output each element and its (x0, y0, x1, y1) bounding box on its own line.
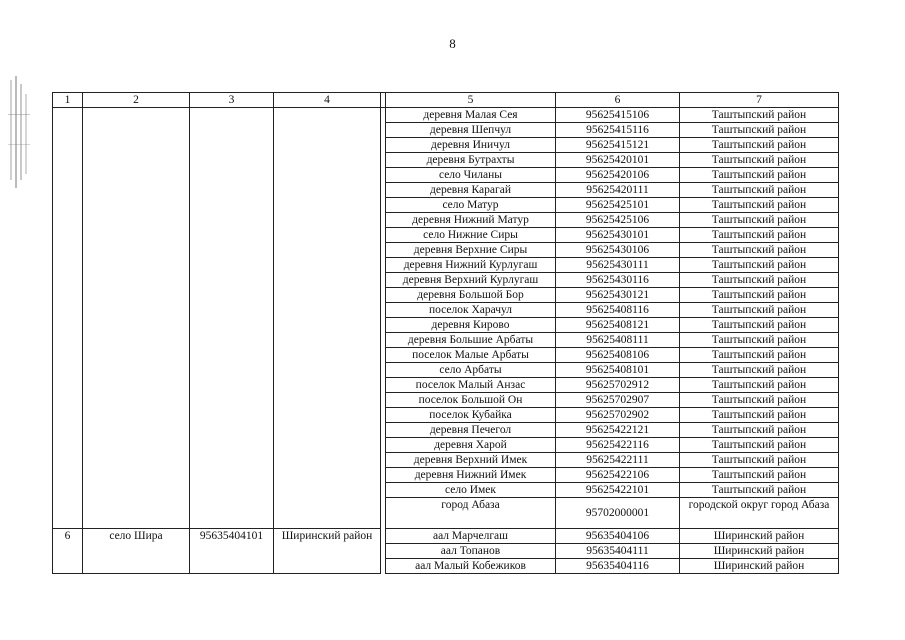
header-col-7: 7 (680, 93, 839, 108)
settlement-cell: деревня Печегол (386, 423, 556, 438)
district-cell: Таштыпский район (680, 108, 839, 123)
oktmo-cell: 95625420111 (556, 183, 680, 198)
oktmo-cell: 95625702902 (556, 408, 680, 423)
district-cell: Таштыпский район (680, 258, 839, 273)
oktmo-cell: 95625430106 (556, 243, 680, 258)
settlement-cell: деревня Малая Сея (386, 108, 556, 123)
margin-stamp-mark (6, 74, 32, 192)
district-cell: Ширинский район (680, 529, 839, 544)
district-cell: Таштыпский район (680, 333, 839, 348)
oktmo-cell: 95625408101 (556, 363, 680, 378)
settlement-cell: деревня Нижний Имек (386, 468, 556, 483)
settlement-cell: аал Марчелгаш (386, 529, 556, 544)
oktmo-cell: 95625415116 (556, 123, 680, 138)
district-cell: Таштыпский район (680, 348, 839, 363)
oktmo-cell: 95625422116 (556, 438, 680, 453)
settlement-cell: деревня Харой (386, 438, 556, 453)
settlement-cell: поселок Большой Он (386, 393, 556, 408)
settlement-cell: деревня Нижний Курлугаш (386, 258, 556, 273)
oktmo-cell: 95635404111 (556, 544, 680, 559)
oktmo-cell: 95625408111 (556, 333, 680, 348)
oktmo-cell: 95625425106 (556, 213, 680, 228)
settlement-cell: деревня Большой Бор (386, 288, 556, 303)
oktmo-cell: 95625422101 (556, 483, 680, 498)
oktmo-cell: 95625408116 (556, 303, 680, 318)
district-cell: Таштыпский район (680, 468, 839, 483)
district-cell: Таштыпский район (680, 183, 839, 198)
settlement-cell: деревня Шепчул (386, 123, 556, 138)
settlement-cell: деревня Кирово (386, 318, 556, 333)
center-name-cell (83, 108, 190, 529)
oktmo-cell: 95625422111 (556, 453, 680, 468)
district-cell: Таштыпский район (680, 453, 839, 468)
oktmo-cell: 95625422121 (556, 423, 680, 438)
district-cell: Таштыпский район (680, 483, 839, 498)
oktmo-cell: 95625430121 (556, 288, 680, 303)
district-cell: Таштыпский район (680, 363, 839, 378)
district-cell: Таштыпский район (680, 138, 839, 153)
settlement-cell: деревня Верхний Имек (386, 453, 556, 468)
settlement-cell: деревня Иничул (386, 138, 556, 153)
center-oktmo-cell (190, 108, 274, 529)
oktmo-cell: 95625430101 (556, 228, 680, 243)
header-col-4: 4 (274, 93, 381, 108)
settlement-cell: деревня Карагай (386, 183, 556, 198)
oktmo-cell: 95625702907 (556, 393, 680, 408)
settlement-cell: деревня Верхние Сиры (386, 243, 556, 258)
district-cell: Таштыпский район (680, 393, 839, 408)
settlement-cell: село Чиланы (386, 168, 556, 183)
settlement-cell: село Матур (386, 198, 556, 213)
center-name-cell: село Шира (83, 529, 190, 574)
district-cell: Таштыпский район (680, 273, 839, 288)
district-cell: Таштыпский район (680, 318, 839, 333)
entry-number-cell: 6 (53, 529, 83, 574)
district-cell: Таштыпский район (680, 288, 839, 303)
header-col-5: 5 (386, 93, 556, 108)
settlement-cell: аал Малый Кобежиков (386, 559, 556, 574)
district-cell: Ширинский район (680, 559, 839, 574)
oktmo-cell: 95625425101 (556, 198, 680, 213)
center-oktmo-cell: 95635404101 (190, 529, 274, 574)
settlement-cell: село Имек (386, 483, 556, 498)
oktmo-cell: 95625430111 (556, 258, 680, 273)
settlement-cell: аал Топанов (386, 544, 556, 559)
settlement-cell: поселок Харачул (386, 303, 556, 318)
entry-number-cell (53, 108, 83, 529)
table-row (53, 108, 839, 123)
oktmo-cell: 95625408121 (556, 318, 680, 333)
settlement-cell: деревня Верхний Курлугаш (386, 273, 556, 288)
district-cell: Таштыпский район (680, 123, 839, 138)
settlement-cell: деревня Нижний Матур (386, 213, 556, 228)
page-number: 8 (449, 36, 456, 51)
oktmo-cell: 95635404106 (556, 529, 680, 544)
district-cell: Таштыпский район (680, 423, 839, 438)
header-col-2: 2 (83, 93, 190, 108)
settlement-cell: поселок Кубайка (386, 408, 556, 423)
oktmo-cell: 95625420101 (556, 153, 680, 168)
district-cell: Таштыпский район (680, 438, 839, 453)
settlement-cell: поселок Малые Арбаты (386, 348, 556, 363)
header-col-6: 6 (556, 93, 680, 108)
district-cell: Таштыпский район (680, 213, 839, 228)
oktmo-cell: 95625702912 (556, 378, 680, 393)
settlement-cell: деревня Бутрахты (386, 153, 556, 168)
oktmo-cell: 95635404116 (556, 559, 680, 574)
oktmo-cell: 95702000001 (556, 498, 680, 529)
oktmo-cell: 95625430116 (556, 273, 680, 288)
table-row (53, 529, 839, 544)
district-cell: Таштыпский район (680, 378, 839, 393)
district-cell: Ширинский район (680, 544, 839, 559)
oktmo-cell: 95625415121 (556, 138, 680, 153)
district-cell: Таштыпский район (680, 198, 839, 213)
settlement-cell: деревня Большие Арбаты (386, 333, 556, 348)
district-cell: городской округ город Абаза (680, 498, 839, 529)
settlements-table (52, 92, 839, 574)
oktmo-cell: 95625415106 (556, 108, 680, 123)
settlement-cell: город Абаза (386, 498, 556, 529)
district-cell: Таштыпский район (680, 408, 839, 423)
settlement-cell: село Нижние Сиры (386, 228, 556, 243)
district-cell: Таштыпский район (680, 243, 839, 258)
settlement-cell: поселок Малый Анзас (386, 378, 556, 393)
oktmo-cell: 95625420106 (556, 168, 680, 183)
oktmo-cell: 95625408106 (556, 348, 680, 363)
district-cell: Таштыпский район (680, 168, 839, 183)
center-district-cell: Ширинский район (274, 529, 381, 574)
district-cell: Таштыпский район (680, 303, 839, 318)
district-cell: Таштыпский район (680, 153, 839, 168)
header-col-3: 3 (190, 93, 274, 108)
center-district-cell (274, 108, 381, 529)
header-row (53, 93, 839, 108)
header-col-1: 1 (53, 93, 83, 108)
district-cell: Таштыпский район (680, 228, 839, 243)
settlement-cell: село Арбаты (386, 363, 556, 378)
oktmo-cell: 95625422106 (556, 468, 680, 483)
